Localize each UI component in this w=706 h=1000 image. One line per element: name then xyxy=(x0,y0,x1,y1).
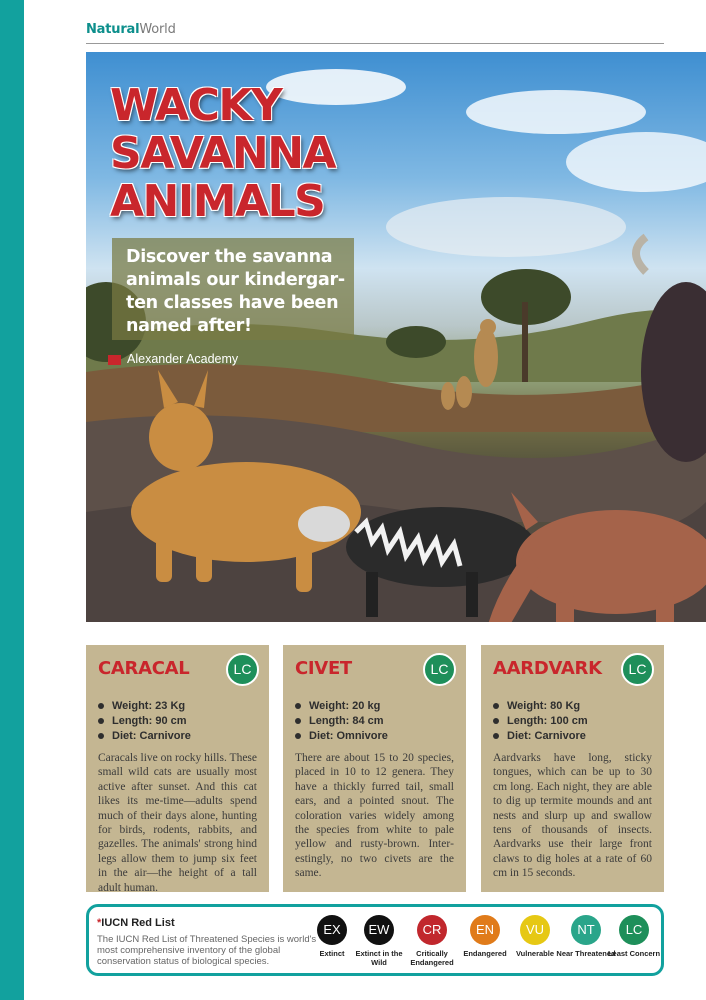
fact-diet: Diet: Carnivore xyxy=(98,729,257,744)
legend-description: The IUCN Red List of Threatened Species is world's most comprehensive inventory of the global conservation status of biological species. xyxy=(97,934,317,967)
status-label: Extinct in the Wild xyxy=(355,949,403,967)
animal-name: CARACAL xyxy=(98,658,190,679)
fact-list xyxy=(295,699,454,744)
author-marker xyxy=(108,355,121,365)
animal-name: CIVET xyxy=(295,658,352,679)
magazine-brand: NaturalWorld xyxy=(86,22,176,37)
status-circle: NT xyxy=(571,915,601,945)
fact-list xyxy=(98,699,257,744)
bullet-icon xyxy=(493,718,499,724)
animal-card-caracal xyxy=(86,645,269,892)
bullet-icon xyxy=(98,703,104,709)
fact-length: Length: 90 cm xyxy=(98,714,257,729)
status-circle: LC xyxy=(619,915,649,945)
bullet-icon xyxy=(98,733,104,739)
fact-diet: Diet: Carnivore xyxy=(493,729,652,744)
status-label: Least Concern xyxy=(607,949,661,958)
legend-title: *IUCN Red List xyxy=(97,917,175,929)
status-badge: LC xyxy=(423,653,456,686)
fact-weight: Weight: 80 Kg xyxy=(493,699,652,714)
article-subtitle-box xyxy=(112,238,354,340)
fact-diet: Diet: Omnivore xyxy=(295,729,454,744)
status-circle: VU xyxy=(520,915,550,945)
status-circle: EN xyxy=(470,915,500,945)
article-title: WACKY SAVANNA ANIMALS xyxy=(110,80,336,227)
status-label: Extinct xyxy=(319,949,345,958)
author-name: Alexander Academy xyxy=(127,352,239,366)
status-badge: LC xyxy=(621,653,654,686)
bullet-icon xyxy=(295,733,301,739)
author-credit xyxy=(108,352,238,366)
status-label: Vulnerable xyxy=(515,949,555,958)
status-circle: EX xyxy=(317,915,347,945)
bullet-icon xyxy=(295,703,301,709)
animal-description: There are about 15 to 20 species, placed in 10 to 12 genera. They have a thickly furred tail, small ears, and a pointed snout. The coloration varies widely among the species from white to pale yellow and rusty-brown. Interestingly, no two civets are the same. xyxy=(295,752,454,880)
animal-description: Aardvarks have long, sticky tongues, which can be up to 30 cm long. Each night, they are able to dig up termite mounds and ant nests and slurp up and swallow tens of thousands of insects. Aardvarks use their large front claws to dig holes at a rate of 60 cm in 15 seconds. xyxy=(493,752,652,880)
status-circle: CR xyxy=(417,915,447,945)
fact-weight: Weight: 20 kg xyxy=(295,699,454,714)
iucn-legend xyxy=(86,904,664,976)
animal-description: Caracals live on rocky hills. These small wild cats are usually most active after sunset. And this cat likes its me-time—adults spend much of their days alone, hunting for birds, rodents, rabbits, and gazelles. The animals' strong hind legs allow them to jump six feet in the air—the height of a tall adult human. xyxy=(98,752,257,894)
status-label: Endangered xyxy=(463,949,507,958)
fact-length: Length: 100 cm xyxy=(493,714,652,729)
bullet-icon xyxy=(295,718,301,724)
status-cr xyxy=(402,915,462,967)
status-ew xyxy=(349,915,409,967)
animal-card-civet xyxy=(283,645,466,892)
status-lc xyxy=(604,915,664,958)
bullet-icon xyxy=(493,703,499,709)
animal-name: AARDVARK xyxy=(493,658,602,679)
article-subtitle: Discover the savanna animals our kindergarten classes have been named after! xyxy=(126,247,346,336)
fact-length: Length: 84 cm xyxy=(295,714,454,729)
status-badge: LC xyxy=(226,653,259,686)
bullet-icon xyxy=(493,733,499,739)
status-label: Critically Endangered xyxy=(410,949,454,967)
status-circle: EW xyxy=(364,915,394,945)
fact-list xyxy=(493,699,652,744)
side-accent-bar xyxy=(0,0,24,1000)
status-label: Near Threatened xyxy=(556,949,616,958)
bullet-icon xyxy=(98,718,104,724)
fact-weight: Weight: 23 Kg xyxy=(98,699,257,714)
magazine-header xyxy=(86,20,664,44)
hero-image xyxy=(86,52,706,622)
animal-card-aardvark xyxy=(481,645,664,892)
